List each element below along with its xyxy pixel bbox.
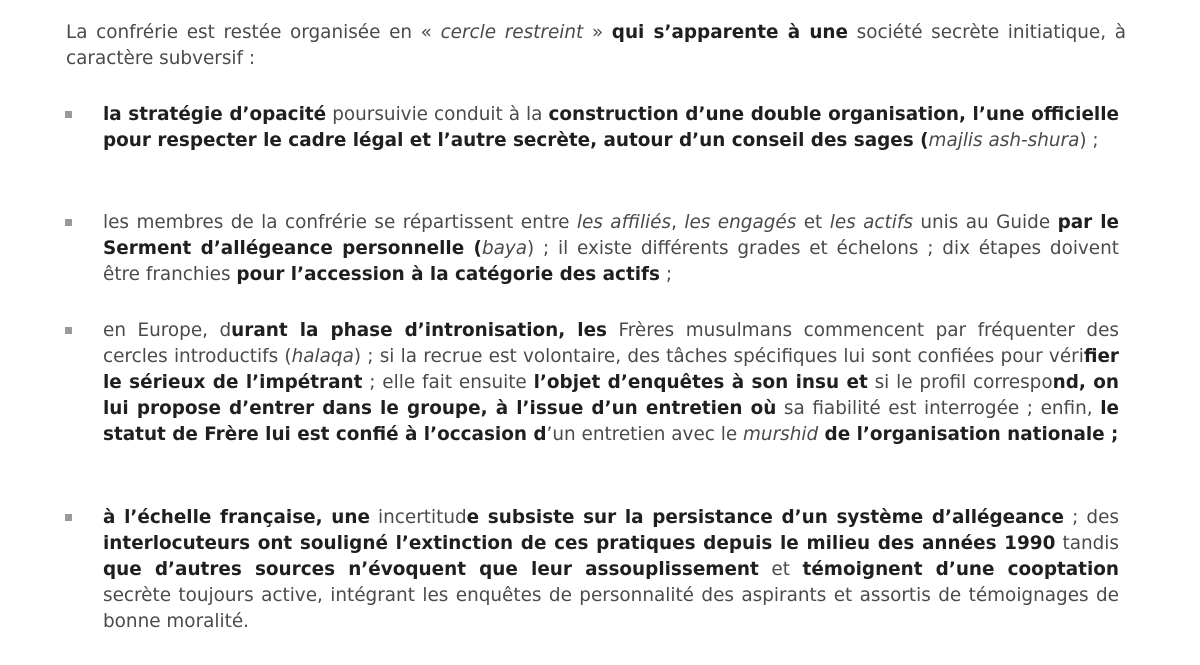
text-run: tandis xyxy=(1055,533,1119,554)
text-run: et xyxy=(796,212,830,233)
text-run: en Europe, d xyxy=(103,320,232,341)
text-run: par le Serment d’allégeance personnelle ( xyxy=(103,212,1119,259)
text-run: interlocuteurs ont souligné l’extinction de ces pratiques depuis le milieu des années 1990 xyxy=(103,533,1056,554)
text-run: de l’organisation nationale ; xyxy=(818,424,1119,445)
text-run: ’un entretien avec le xyxy=(546,424,743,445)
text-run: pour l’accession à la catégorie des actifs xyxy=(236,264,660,285)
text-run: ; xyxy=(659,264,673,285)
text-run: les membres de la confrérie se répartissent entre xyxy=(103,212,577,233)
text-run: unis au Guide xyxy=(912,212,1058,233)
text-run: incertitud xyxy=(369,507,467,528)
text-run: et xyxy=(758,559,803,580)
text-run: l’objet d’enquêtes à son insu et xyxy=(533,372,868,393)
text-run: sa fiabilité est interrogée ; enfin, xyxy=(776,398,1101,419)
text-run: les engagés xyxy=(684,212,797,233)
list-item xyxy=(103,505,1119,635)
text-run: la stratégie d’opacité xyxy=(103,104,327,125)
text-run: fier le sérieux de l’impétrant xyxy=(103,346,1119,393)
text-run: ) ; il existe différents grades et échelons ; dix étapes doivent être franchies xyxy=(103,238,1119,285)
square-bullet-icon xyxy=(65,327,72,334)
text-run: ) ; si la recrue est volontaire, des tâches spécifiques lui sont confiées pour véri xyxy=(353,346,1084,367)
text-run: société secrète initiatique, à caractère subversif : xyxy=(66,22,1126,69)
text-run: poursuivie conduit à la xyxy=(326,104,549,125)
text-run: e subsiste sur la persistance d’un système d’allégeance xyxy=(466,507,1065,528)
text-run: les affiliés xyxy=(576,212,672,233)
text-run: , xyxy=(671,212,685,233)
text-run: La confrérie est restée organisée en « xyxy=(66,22,441,43)
text-run: qui s’apparente à une xyxy=(611,22,848,43)
square-bullet-icon xyxy=(65,219,72,226)
text-run: si le profil correspo xyxy=(867,372,1053,393)
text-run: Frères musulmans commencent par fréquenter des cercles introductifs ( xyxy=(103,320,1119,367)
text-run: les actifs xyxy=(829,212,913,233)
list-item xyxy=(103,318,1119,448)
list-item-text xyxy=(103,507,1119,632)
text-run: baya xyxy=(481,238,528,259)
text-run: le statut de Frère lui est confié à l’occasion d xyxy=(103,398,1119,445)
text-run: témoignent d’une cooptation xyxy=(802,559,1120,580)
list-item-text xyxy=(103,320,1119,445)
text-run: urant la phase d’intronisation, les xyxy=(231,320,607,341)
text-run: majlis ash-shura xyxy=(928,130,1080,151)
text-run: construction d’une double organisation, l’une officielle pour respecter le cadre légal et l’autre secrète, autour d’un conseil des sages ( xyxy=(103,104,1119,151)
text-run: secrète toujours active, intégrant les enquêtes de personnalité des aspirants et assortis de témoignages de bonne moralité. xyxy=(103,585,1119,632)
list-item xyxy=(103,210,1119,288)
text-run: ; elle fait ensuite xyxy=(362,372,534,393)
text-run: ; des xyxy=(1064,507,1119,528)
text-run: que d’autres sources n’évoquent que leur assouplissement xyxy=(103,559,759,580)
text-run: ) ; xyxy=(1079,130,1099,151)
list-item xyxy=(103,102,1119,154)
text-run: halaqa xyxy=(291,346,354,367)
list-item-text xyxy=(103,104,1119,151)
list-item-text xyxy=(103,212,1119,285)
text-run: » xyxy=(583,22,612,43)
text-run: murshid xyxy=(743,424,819,445)
square-bullet-icon xyxy=(65,514,72,521)
text-run: à l’échelle française, une xyxy=(103,507,370,528)
square-bullet-icon xyxy=(65,111,72,118)
intro-paragraph xyxy=(66,20,1126,72)
text-run: cercle restreint xyxy=(440,22,584,43)
text-run: nd, on lui propose d’entrer dans le groupe, à l’issue d’un entretien où xyxy=(103,372,1119,419)
